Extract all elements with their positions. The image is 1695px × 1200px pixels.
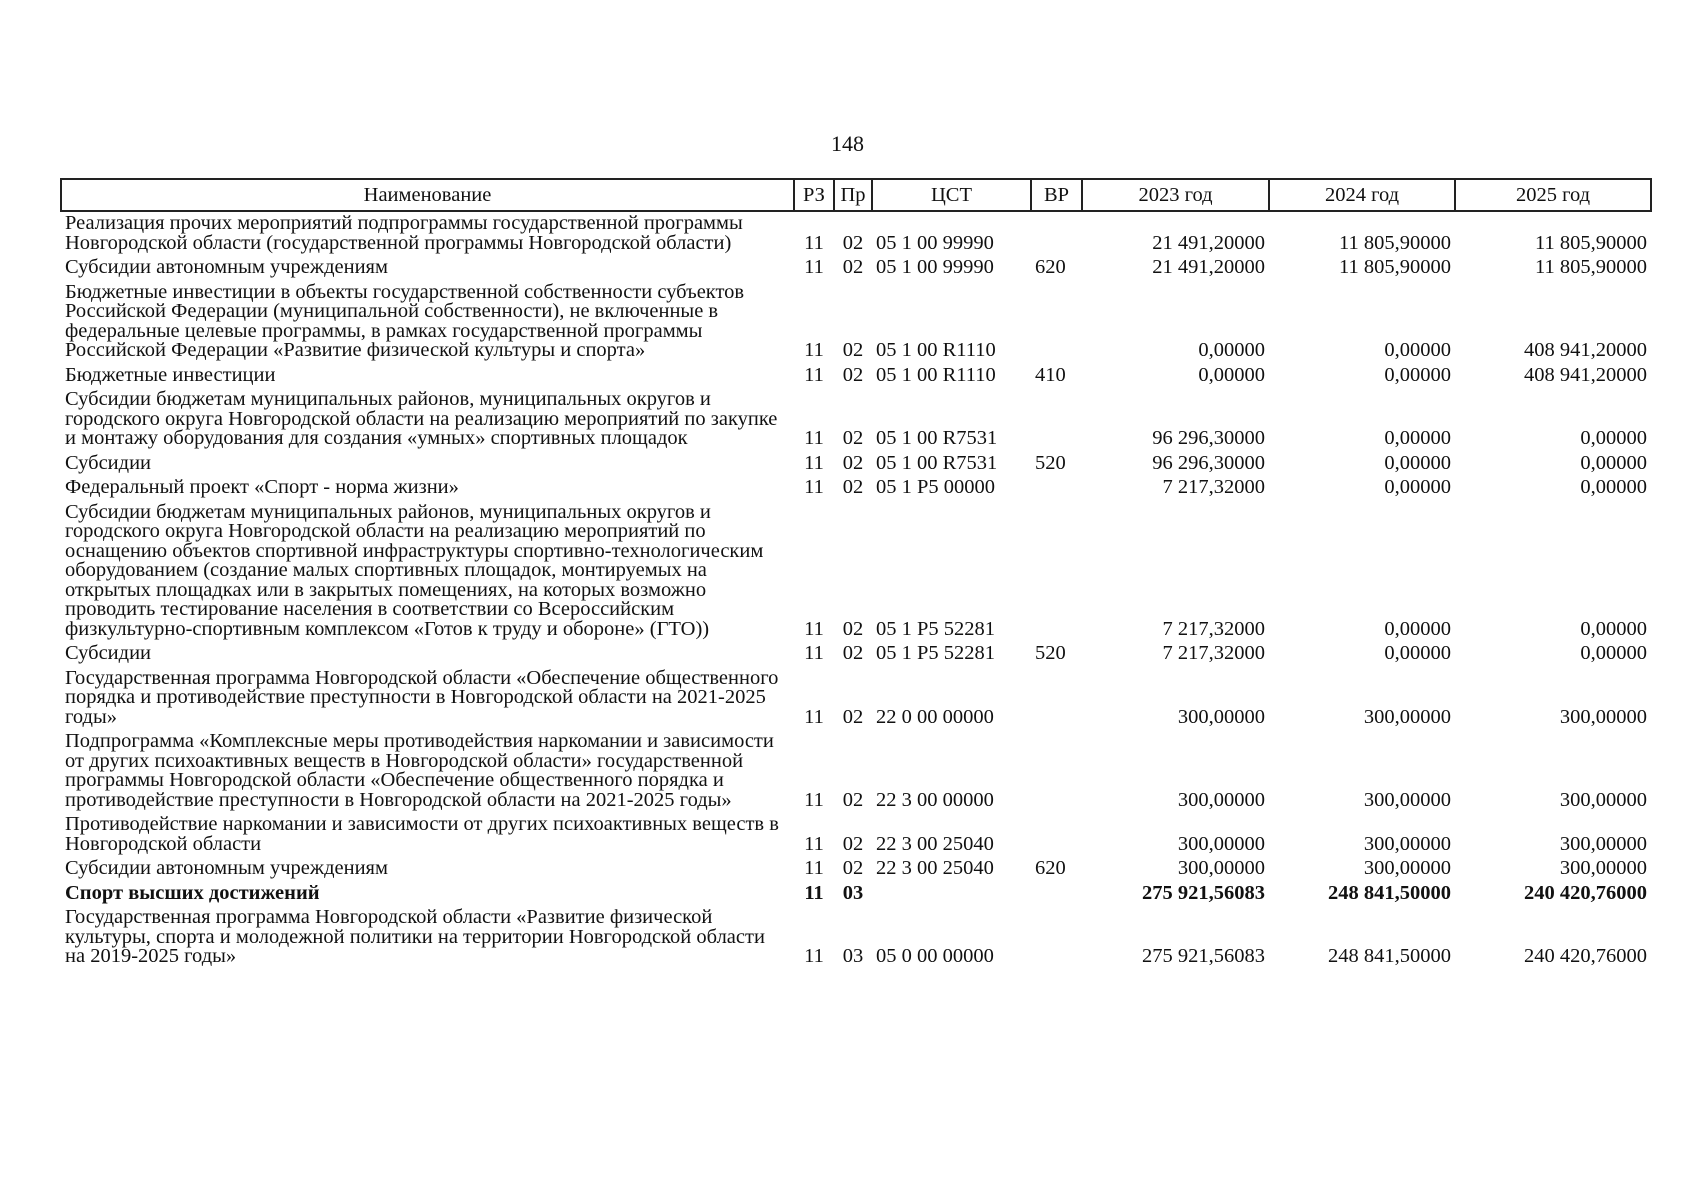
row-rz: 11 — [804, 832, 824, 855]
row-rz: 11 — [804, 427, 824, 449]
row-rz: 11 — [804, 617, 824, 640]
row-amount-2025: 300,00000 — [1559, 857, 1647, 879]
row-amount-2024: 0,00000 — [1384, 363, 1451, 386]
row-amount-2024: 300,00000 — [1363, 788, 1451, 811]
row-rz: 11 — [804, 231, 824, 254]
row-vr: 520 — [1035, 451, 1066, 474]
row-rz: 11 — [804, 363, 824, 386]
header-2023: 2023 год — [1082, 179, 1269, 211]
row-pr: 02 — [842, 642, 864, 664]
row-cst: 05 0 00 00000 — [876, 945, 994, 967]
row-amount-2023: 300,00000 — [1177, 705, 1265, 728]
header-cst: ЦСТ — [872, 179, 1031, 211]
row-amount-2024: 0,00000 — [1384, 427, 1451, 449]
row-amount-2023: 0,00000 — [1198, 363, 1265, 386]
row-pr: 02 — [842, 451, 864, 474]
row-amount-2025: 11 805,90000 — [1535, 256, 1647, 278]
row-rz: 11 — [804, 642, 824, 664]
row-pr: 02 — [842, 857, 864, 879]
row-amount-2024: 0,00000 — [1384, 451, 1451, 474]
table-body — [61, 211, 1651, 970]
row-pr: 02 — [842, 476, 864, 498]
table-row — [61, 256, 1651, 281]
row-rz: 11 — [804, 451, 824, 474]
row-name: Субсидии бюджетам муниципальных районов, муниципальных округов и городского округа Новгородской области на реализацию мероприятий по закупке и монтажу оборудования для создания «умных» спортивных площадок — [65, 388, 778, 449]
row-vr — [1031, 476, 1082, 501]
row-vr — [1031, 882, 1082, 907]
row-amount-2024: 248 841,50000 — [1328, 881, 1451, 904]
row-rz: 11 — [804, 339, 824, 361]
row-name: Субсидии автономным учреждениям — [65, 256, 388, 278]
row-amount-2024: 248 841,50000 — [1328, 945, 1451, 967]
row-pr: 03 — [842, 881, 864, 904]
row-cst: 22 0 00 00000 — [876, 705, 994, 728]
row-rz: 11 — [804, 857, 824, 879]
row-amount-2024: 300,00000 — [1363, 832, 1451, 855]
row-amount-2025: 300,00000 — [1559, 832, 1647, 855]
table-row — [61, 642, 1651, 667]
row-rz: 11 — [804, 705, 824, 728]
row-cst: 05 1 00 R7531 — [876, 451, 998, 474]
row-amount-2025: 0,00000 — [1580, 476, 1647, 498]
header-2024: 2024 год — [1269, 179, 1455, 211]
row-name: Субсидии автономным учреждениям — [65, 857, 388, 879]
row-pr: 02 — [842, 339, 864, 361]
row-vr — [1031, 388, 1082, 452]
row-name: Бюджетные инвестиции в объекты государственной собственности субъектов Российской Федерации (муниципальной собственности), не включенные в федеральные целевые программы, в рамках государственной программы Российской Федерации «Развитие физической культуры и спорта» — [65, 280, 745, 361]
row-name: Государственная программа Новгородской области «Обеспечение общественного порядка и противодействие преступности в Новгородской области на 2021-2025 годы» — [65, 666, 779, 728]
row-vr — [1031, 281, 1082, 364]
table-row — [61, 857, 1651, 882]
row-amount-2025: 240 420,76000 — [1524, 881, 1647, 904]
table-row — [61, 813, 1651, 857]
row-vr — [1031, 501, 1082, 643]
row-amount-2023: 7 217,32000 — [1162, 476, 1265, 498]
table-row — [61, 281, 1651, 364]
header-vr: ВР — [1031, 179, 1082, 211]
row-amount-2024: 0,00000 — [1384, 617, 1451, 640]
row-amount-2023: 21 491,20000 — [1152, 231, 1265, 254]
table-row — [61, 667, 1651, 731]
row-rz: 11 — [804, 945, 824, 967]
row-vr — [1031, 667, 1082, 731]
row-name: Субсидии бюджетам муниципальных районов, муниципальных округов и городского округа Новгородской области на реализацию мероприятий по оснащению объектов спортивной инфраструктуры спортивно-технологическим оборудованием (создание малых спортивных площадок, монтируемых на открытых площадках или в закрытых помещениях, на которых возможно проводить тестирование населения в соответствии со Всероссийским физкультурно-спортивным комплексом «Готов к труду и обороне» (ГТО)) — [65, 500, 764, 640]
row-cst: 22 3 00 25040 — [876, 857, 994, 879]
table-row — [61, 476, 1651, 501]
row-pr: 02 — [842, 256, 864, 278]
row-rz: 11 — [804, 256, 824, 278]
table-row — [61, 452, 1651, 477]
row-amount-2024: 0,00000 — [1384, 339, 1451, 361]
table-row — [61, 501, 1651, 643]
row-cst: 22 3 00 00000 — [876, 788, 994, 811]
row-name: Федеральный проект «Спорт - норма жизни» — [65, 476, 459, 498]
row-amount-2025: 0,00000 — [1580, 642, 1647, 664]
row-pr: 02 — [842, 617, 864, 640]
row-amount-2024: 11 805,90000 — [1339, 231, 1451, 254]
row-amount-2024: 300,00000 — [1363, 857, 1451, 879]
table-row — [61, 388, 1651, 452]
header-row — [61, 179, 1651, 211]
row-vr — [1031, 813, 1082, 857]
row-amount-2024: 11 805,90000 — [1339, 256, 1451, 278]
row-cst: 05 1 00 R1110 — [876, 339, 996, 361]
row-pr: 03 — [842, 945, 864, 967]
row-amount-2023: 21 491,20000 — [1152, 256, 1265, 278]
row-pr: 02 — [842, 231, 864, 254]
header-2025: 2025 год — [1455, 179, 1651, 211]
row-amount-2023: 7 217,32000 — [1162, 617, 1265, 640]
row-amount-2025: 240 420,76000 — [1524, 945, 1647, 967]
row-vr: 520 — [1035, 642, 1066, 664]
row-name: Спорт высших достижений — [65, 881, 320, 904]
header-pr: Пр — [834, 179, 872, 211]
row-amount-2025: 408 941,20000 — [1524, 363, 1647, 386]
row-cst: 05 1 00 R7531 — [876, 427, 998, 449]
row-amount-2023: 300,00000 — [1177, 857, 1265, 879]
row-cst: 05 1 P5 00000 — [876, 476, 996, 498]
row-name: Субсидии — [65, 642, 152, 664]
row-vr — [1031, 906, 1082, 970]
row-amount-2023: 96 296,30000 — [1152, 427, 1265, 449]
row-amount-2025: 11 805,90000 — [1535, 231, 1647, 254]
row-cst: 05 1 00 R1110 — [876, 363, 996, 386]
row-name: Бюджетные инвестиции — [65, 363, 276, 386]
row-amount-2023: 0,00000 — [1198, 339, 1265, 361]
row-cst: 05 1 P5 52281 — [876, 642, 996, 664]
row-amount-2025: 300,00000 — [1559, 705, 1647, 728]
row-cst: 22 3 00 25040 — [876, 832, 994, 855]
table-row — [61, 906, 1651, 970]
row-name: Подпрограмма «Комплексные меры противодействия наркомании и зависимости от других психоактивных веществ в Новгородской области» государственной программы Новгородской области «Обеспечение общественного порядка и противодействие преступности в Новгородской области на 2021-2025 годы» — [65, 730, 774, 811]
row-amount-2023: 96 296,30000 — [1152, 451, 1265, 474]
page-number: 148 — [831, 131, 864, 156]
row-amount-2025: 0,00000 — [1580, 451, 1647, 474]
row-amount-2024: 0,00000 — [1384, 642, 1451, 664]
row-cst: 05 1 00 99990 — [876, 231, 994, 254]
header-rz: РЗ — [794, 179, 834, 211]
row-pr: 02 — [842, 705, 864, 728]
table-row — [61, 364, 1651, 389]
row-rz: 11 — [804, 881, 824, 904]
row-name: Реализация прочих мероприятий подпрограммы государственной программы Новгородской области (государственной программы Новгородской области) — [65, 212, 743, 254]
row-pr: 02 — [842, 832, 864, 855]
row-amount-2024: 0,00000 — [1384, 476, 1451, 498]
row-vr — [1031, 211, 1082, 256]
row-pr: 02 — [842, 788, 864, 811]
row-amount-2024: 300,00000 — [1363, 705, 1451, 728]
row-amount-2023: 275 921,56083 — [1142, 945, 1265, 967]
table-row — [61, 882, 1651, 907]
row-name: Противодействие наркомании и зависимости от других психоактивных веществ в Новгородской области — [65, 813, 779, 855]
row-cst: 05 1 P5 52281 — [876, 617, 996, 640]
row-pr: 02 — [842, 363, 864, 386]
table-row — [61, 211, 1651, 256]
row-vr — [1031, 730, 1082, 813]
row-amount-2023: 300,00000 — [1177, 832, 1265, 855]
row-cst — [872, 882, 1031, 907]
row-amount-2023: 275 921,56083 — [1142, 881, 1265, 904]
row-amount-2025: 0,00000 — [1580, 427, 1647, 449]
row-amount-2025: 408 941,20000 — [1524, 339, 1647, 361]
row-rz: 11 — [804, 788, 824, 811]
row-amount-2025: 300,00000 — [1559, 788, 1647, 811]
row-amount-2023: 300,00000 — [1177, 788, 1265, 811]
row-vr: 620 — [1035, 256, 1066, 278]
row-vr: 410 — [1035, 363, 1066, 386]
row-name: Государственная программа Новгородской области «Развитие физической культуры, спорта и молодежной политики на территории Новгородской области на 2019-2025 годы» — [65, 906, 765, 967]
row-name: Субсидии — [65, 451, 152, 474]
row-amount-2025: 0,00000 — [1580, 617, 1647, 640]
row-rz: 11 — [804, 476, 824, 498]
budget-table — [60, 178, 1652, 970]
row-pr: 02 — [842, 427, 864, 449]
table-row — [61, 730, 1651, 813]
header-name: Наименование — [61, 179, 794, 211]
row-cst: 05 1 00 99990 — [876, 256, 994, 278]
row-vr: 620 — [1035, 857, 1066, 879]
row-amount-2023: 7 217,32000 — [1162, 642, 1265, 664]
